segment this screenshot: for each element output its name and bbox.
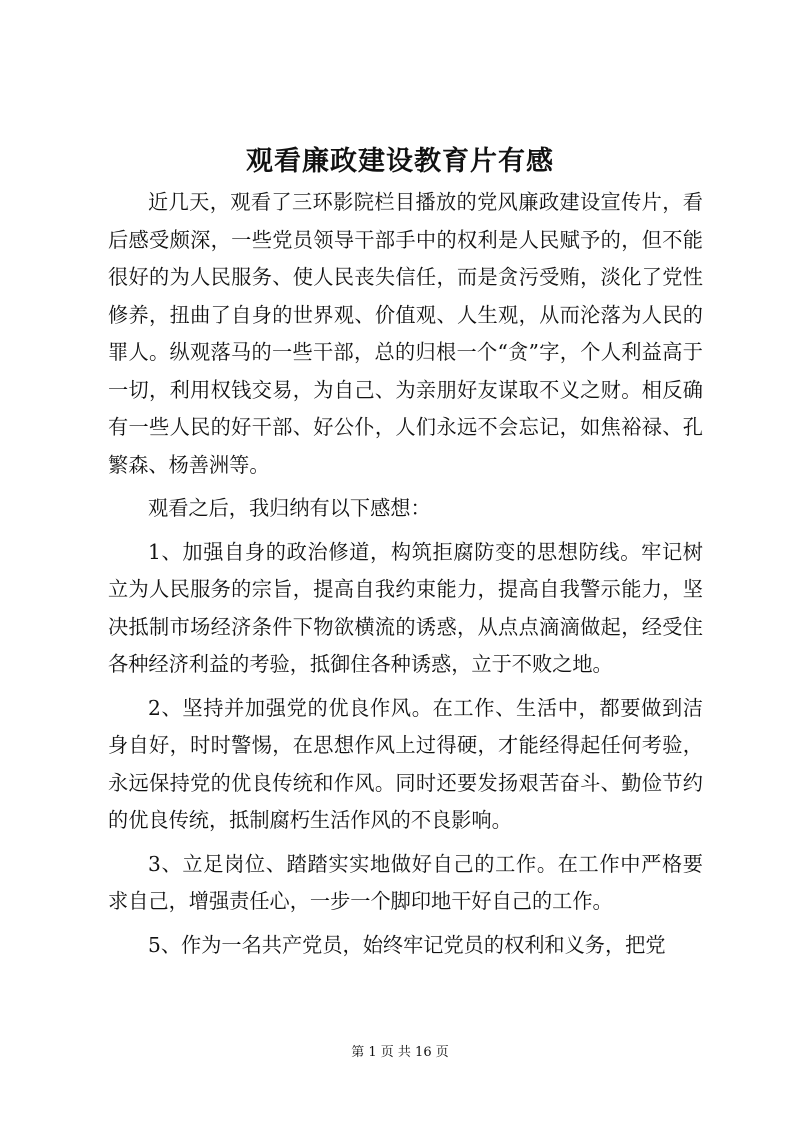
paragraph-point-5: 5、作为一名共产党员，始终牢记党员的权利和义务，把党 [148,932,666,957]
document-body [108,184,703,964]
paragraph-summary-lead: 观看之后，我归纳有以下感想： [148,496,431,520]
document-title: 观看廉政建设教育片有感 [246,146,554,177]
paragraph-intro: 近几天，观看了三环影院栏目播放的党风廉政建设宣传片，看后感受颇深，一些党员领导干部手中的权利是人民赋予的，但不能很好的为人民服务、使人民丧失信任，而是贪污受贿，淡化了党性修养，扭曲了自身的世界观、价值观、人生观，从而沦落为人民的罪人。纵观落马的一些干部，总的归根一个“贪”字，个人利益高于一切，利用权钱交易，为自己、为亲朋好友谋取不义之财。相反确有一些人民的好干部、好公仆，人们永远不会忘记，如焦裕禄、孔繁森、杨善洲等。 [108,190,703,477]
paragraph-point-2: 2、坚持并加强党的优良作风。在工作、生活中，都要做到洁身自好，时时警惕，在思想作风上过得硬，才能经得起任何考验，永远保持党的优良传统和作风。同时还要发扬艰苦奋斗、勤俭节约的优良传统，抵制腐朽生活作风的不良影响。 [108,695,703,832]
page-footer: 第 1 页 共 16 页 [351,1045,449,1060]
paragraph-point-3: 3、立足岗位、踏踏实实地做好自己的工作。在工作中严格要求自己，增强责任心，一步一个脚印地干好自己的工作。 [108,851,703,913]
paragraph-point-1: 1、加强自身的政治修道，构筑拒腐防变的思想防线。牢记树立为人民服务的宗旨，提高自我约束能力，提高自我警示能力，坚决抵制市场经济条件下物欲横流的诱惑，从点点滴滴做起，经受住各种经济利益的考验，抵御住各种诱惑，立于不败之地。 [108,539,703,676]
